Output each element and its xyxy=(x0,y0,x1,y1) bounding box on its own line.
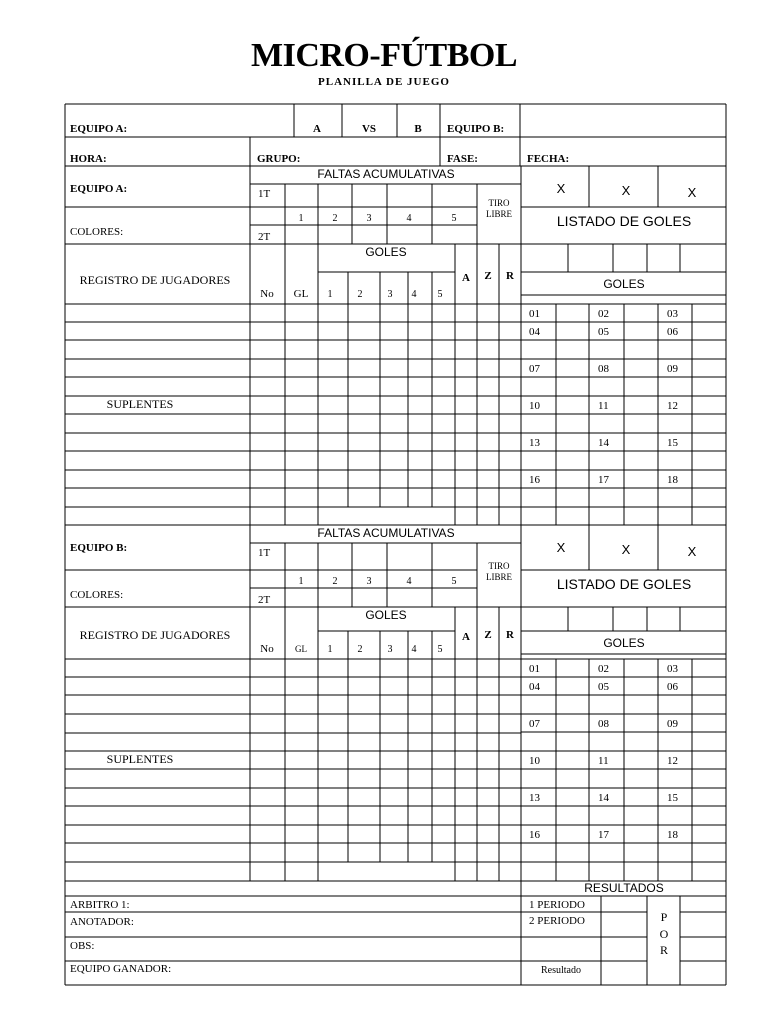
goal-number: 1 xyxy=(327,644,333,655)
foul-number: 5 xyxy=(451,213,457,224)
goal-slot-number: 15 xyxy=(667,792,678,804)
goal-slot-number: 07 xyxy=(529,718,540,730)
team-label: EQUIPO B: xyxy=(70,542,128,554)
libre-label: LIBRE xyxy=(486,572,512,582)
player-name-cell[interactable] xyxy=(67,826,248,842)
fase-label: FASE: xyxy=(447,153,478,165)
player-name-cell[interactable] xyxy=(67,660,248,676)
first-half-label: 1T xyxy=(258,188,271,200)
card-amarilla-label: A xyxy=(462,631,470,643)
resultado-label: Resultado xyxy=(541,965,581,976)
goal-slot-number: 17 xyxy=(598,829,609,841)
por-letter: O xyxy=(659,927,669,941)
goal-number: 5 xyxy=(437,644,443,655)
player-name-cell[interactable] xyxy=(67,360,248,376)
foul-number: 2 xyxy=(332,576,338,587)
x-mark: X xyxy=(621,542,631,557)
registro-jugadores-label: REGISTRO DE JUGADORES xyxy=(79,273,231,287)
goal-number: 5 xyxy=(437,289,443,300)
goal-slot-number: 10 xyxy=(529,755,540,767)
grupo-field[interactable] xyxy=(310,140,435,164)
equipo-ganador-field[interactable] xyxy=(200,963,515,983)
goal-slot-number: 09 xyxy=(667,718,678,730)
player-name-cell[interactable] xyxy=(67,434,248,450)
number-column-label: No xyxy=(260,643,274,655)
colores-label: COLORES: xyxy=(70,226,124,238)
goal-slot-number: 09 xyxy=(667,363,678,375)
goles-header-label: GOLES xyxy=(365,245,407,259)
first-half-label: 1T xyxy=(258,547,271,559)
goal-slot-number: 05 xyxy=(598,326,609,338)
player-name-cell[interactable] xyxy=(67,489,248,506)
goles-list-label: GOLES xyxy=(603,636,645,650)
team-name-field[interactable] xyxy=(140,170,245,198)
goal-slot-number: 18 xyxy=(667,474,678,486)
team-colors-field[interactable] xyxy=(140,574,245,604)
player-name-cell[interactable] xyxy=(67,305,248,321)
team-name-field[interactable] xyxy=(140,529,245,557)
por-letter: P xyxy=(660,910,668,924)
second-half-label: 2T xyxy=(258,231,271,243)
goal-slot-number: 06 xyxy=(667,326,678,338)
player-name-cell[interactable] xyxy=(67,844,248,861)
goal-slot-number: 04 xyxy=(529,326,540,338)
x-mark: X xyxy=(687,185,697,200)
goal-slot-number: 06 xyxy=(667,681,678,693)
resultados-label: RESULTADOS xyxy=(584,881,664,895)
player-name-cell[interactable] xyxy=(67,415,248,432)
vs-label: VS xyxy=(361,123,377,135)
periodo-1-label: 1 PERIODO xyxy=(529,899,585,911)
goal-slot-number: 16 xyxy=(529,829,540,841)
goal-slot-number: 05 xyxy=(598,681,609,693)
number-column-label: No xyxy=(260,288,274,300)
goal-slot-number: 02 xyxy=(598,663,609,675)
goal-slot-number: 11 xyxy=(598,400,609,412)
hora-field[interactable] xyxy=(120,140,245,164)
arbitro-label: ARBITRO 1: xyxy=(70,899,130,911)
team-b-letter: B xyxy=(414,123,422,135)
player-name-cell[interactable] xyxy=(67,471,248,487)
goal-slot-number: 02 xyxy=(598,308,609,320)
goal-number: 2 xyxy=(357,289,363,300)
player-name-cell[interactable] xyxy=(67,397,248,413)
goal-number: 3 xyxy=(387,644,393,655)
obs-field[interactable] xyxy=(100,939,515,959)
foul-number: 1 xyxy=(298,213,304,224)
goal-slot-number: 04 xyxy=(529,681,540,693)
obs-label: OBS: xyxy=(70,940,95,952)
team-b-label: EQUIPO B: xyxy=(447,123,505,135)
team-colors-field[interactable] xyxy=(140,211,245,241)
fecha-field[interactable] xyxy=(580,140,720,164)
goal-slot-number: 17 xyxy=(598,474,609,486)
sheet-title: MICRO-FÚTBOL xyxy=(251,37,517,74)
goal-slot-number: 15 xyxy=(667,437,678,449)
player-name-cell[interactable] xyxy=(67,789,248,805)
arbitro-field[interactable] xyxy=(140,898,515,910)
foul-number: 4 xyxy=(406,576,412,587)
goal-slot-number: 03 xyxy=(667,663,678,675)
goal-slot-number: 18 xyxy=(667,829,678,841)
sheet-subtitle: PLANILLA DE JUEGO xyxy=(318,76,450,88)
goal-slot-number: 07 xyxy=(529,363,540,375)
player-name-cell[interactable] xyxy=(67,807,248,824)
goal-slot-number: 03 xyxy=(667,308,678,320)
goal-slot-number: 01 xyxy=(529,663,540,675)
x-mark: X xyxy=(621,183,631,198)
goal-number: 2 xyxy=(357,644,363,655)
goal-slot-number: 12 xyxy=(667,400,678,412)
goal-slot-number: 08 xyxy=(598,718,609,730)
player-name-cell[interactable] xyxy=(67,715,248,732)
grupo-label: GRUPO: xyxy=(257,153,301,165)
player-name-cell[interactable] xyxy=(67,696,248,713)
goal-number: 1 xyxy=(327,289,333,300)
goal-number: 4 xyxy=(411,289,417,300)
goal-number: 3 xyxy=(387,289,393,300)
player-name-cell[interactable] xyxy=(67,734,248,750)
foul-number: 3 xyxy=(366,213,372,224)
goal-slot-number: 14 xyxy=(598,437,609,449)
foul-number: 3 xyxy=(366,576,372,587)
goal-slot-number: 08 xyxy=(598,363,609,375)
fecha-label: FECHA: xyxy=(527,153,570,165)
colores-label: COLORES: xyxy=(70,589,124,601)
tiro-label: TIRO xyxy=(488,561,510,571)
card-azul-label: Z xyxy=(484,270,492,282)
hora-label: HORA: xyxy=(70,153,107,165)
team-a-letter: A xyxy=(313,123,321,135)
registro-jugadores-label: REGISTRO DE JUGADORES xyxy=(79,628,231,642)
player-name-cell[interactable] xyxy=(67,323,248,339)
card-roja-label: R xyxy=(506,270,514,282)
player-name-cell[interactable] xyxy=(67,678,248,694)
anotador-label: ANOTADOR: xyxy=(70,916,134,928)
x-mark: X xyxy=(687,544,697,559)
goal-slot-number: 13 xyxy=(529,792,540,804)
por-letter: R xyxy=(659,943,669,957)
player-name-cell[interactable] xyxy=(67,752,248,768)
team-label: EQUIPO A: xyxy=(70,183,128,195)
equipo-ganador-label: EQUIPO GANADOR: xyxy=(70,963,172,975)
goal-slot-number: 01 xyxy=(529,308,540,320)
goal-slot-number: 13 xyxy=(529,437,540,449)
listado-goles-label: LISTADO DE GOLES xyxy=(556,576,692,592)
player-name-cell[interactable] xyxy=(67,452,248,469)
player-name-cell[interactable] xyxy=(67,770,248,787)
second-half-label: 2T xyxy=(258,594,271,606)
foul-number: 4 xyxy=(406,213,412,224)
player-name-cell[interactable] xyxy=(67,341,248,358)
libre-label: LIBRE xyxy=(486,209,512,219)
faltas-acumulativas-label: FALTAS ACUMULATIVAS xyxy=(317,526,455,540)
foul-number: 2 xyxy=(332,213,338,224)
gl-column-label: GL xyxy=(293,288,309,300)
player-name-cell[interactable] xyxy=(67,378,248,395)
goal-slot-number: 11 xyxy=(598,755,609,767)
foul-number: 5 xyxy=(451,576,457,587)
x-mark: X xyxy=(556,540,566,555)
foul-number: 1 xyxy=(298,576,304,587)
card-amarilla-label: A xyxy=(462,272,470,284)
periodo-2-label: 2 PERIODO xyxy=(529,915,585,927)
card-azul-label: Z xyxy=(484,629,492,641)
faltas-acumulativas-label: FALTAS ACUMULATIVAS xyxy=(317,167,455,181)
goal-slot-number: 10 xyxy=(529,400,540,412)
goal-slot-number: 14 xyxy=(598,792,609,804)
anotador-field[interactable] xyxy=(145,914,515,935)
goal-slot-number: 12 xyxy=(667,755,678,767)
goal-slot-number: 16 xyxy=(529,474,540,486)
goles-header-label: GOLES xyxy=(365,608,407,622)
goal-number: 4 xyxy=(411,644,417,655)
team-a-field[interactable] xyxy=(140,106,290,134)
x-mark: X xyxy=(556,181,566,196)
card-roja-label: R xyxy=(506,629,514,641)
goles-list-label: GOLES xyxy=(603,277,645,291)
team-b-field[interactable] xyxy=(520,106,720,134)
listado-goles-label: LISTADO DE GOLES xyxy=(556,213,692,229)
tiro-label: TIRO xyxy=(488,198,510,208)
gl-column-label: GL xyxy=(295,644,307,654)
team-a-label: EQUIPO A: xyxy=(70,123,128,135)
